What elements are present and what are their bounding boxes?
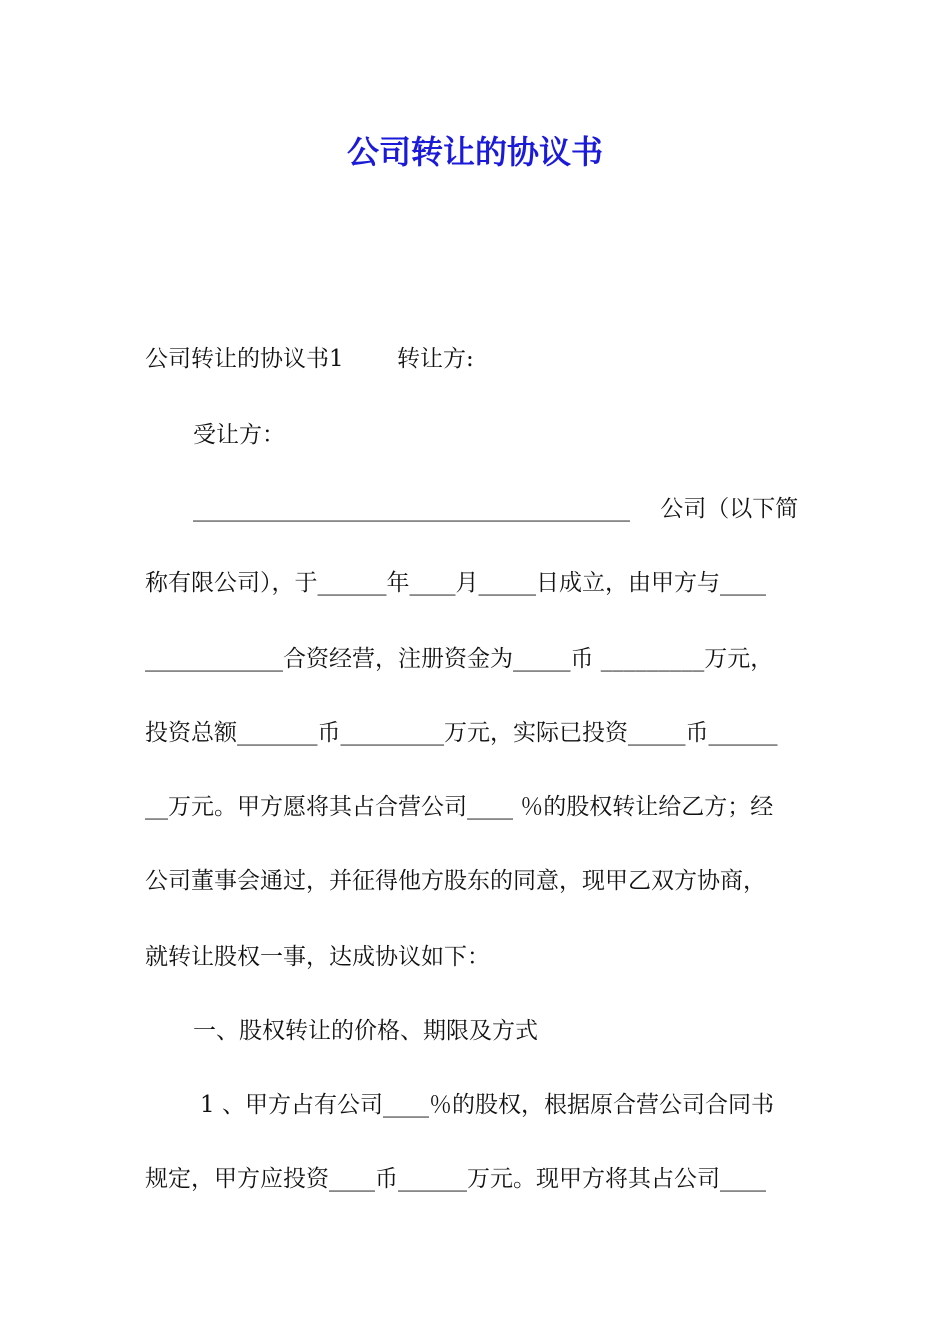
body-line-1: ______________________________________ 公司（以下简 bbox=[193, 496, 799, 522]
body-line-5: __万元。甲方愿将其占合营公司____ ％的股权转让给乙方；经 bbox=[145, 794, 774, 820]
document-title: 公司转让的协议书 bbox=[346, 133, 603, 171]
clause-1-line-2: 规定，甲方应投资____币______万元。现甲方将其占公司____ bbox=[145, 1166, 766, 1192]
body-line-7: 就转让股权一事，达成协议如下： bbox=[145, 944, 490, 970]
body-line-3: ____________合资经营，注册资金为_____币 _________万元， bbox=[145, 646, 774, 672]
clause-1-line-1: 1 、甲方占有公司____％的股权，根据原合营公司合同书 bbox=[200, 1092, 774, 1118]
body-line-4: 投资总额_______币_________万元，实际已投资_____币______ bbox=[145, 720, 778, 746]
body-line-2: 称有限公司），于______年____月_____日成立，由甲方与____ bbox=[145, 570, 766, 596]
heading-line-transferor: 公司转让的协议书1 转让方: bbox=[145, 346, 474, 372]
body-line-6: 公司董事会通过，并征得他方股东的同意，现甲乙双方协商， bbox=[145, 868, 766, 894]
line-transferee: 受让方： bbox=[193, 422, 285, 448]
section-heading-1: 一、股权转让的价格、期限及方式 bbox=[193, 1018, 538, 1044]
